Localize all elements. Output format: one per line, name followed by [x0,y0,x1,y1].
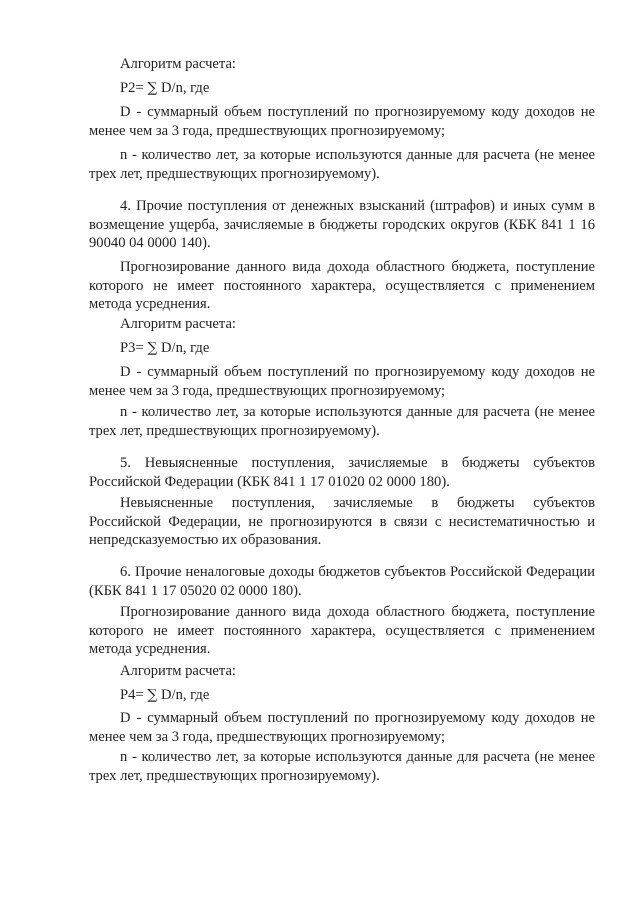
section-5-paragraph: Невыясненные поступления, зачисляемые в бюджеты субъектов Российской Федерации, не прогнозируются в связи с несистематичностью и непредсказуемостью их образования. [89,495,595,548]
formula-lhs: Р3= [120,340,144,356]
definition-d: D - суммарный объем поступлений по прогнозируемому коду доходов не менее чем за 3 года, предшествующих прогнозируемому; [89,104,595,139]
section-4-heading: 4. Прочие поступления от денежных взысканий (штрафов) и иных сумм в возмещение ущерба, зачисляемые в бюджеты городских округов (КБК 841 1 16 90040 04 0000 140). [89,198,595,251]
section-6-paragraph: Прогнозирование данного вида дохода областного бюджета, поступление которого не имеет постоянного характера, осуществляется с применением метода усреднения. [89,604,595,657]
algorithm-heading: Алгоритм расчета: [120,316,236,332]
formula-rhs: D/n, где [160,687,210,703]
definition-n: n - количество лет, за которые используются данные для расчета (не менее трех лет, предшествующих прогнозируемому). [89,147,595,182]
formula-lhs: Р4= [120,687,144,703]
section-5-heading: 5. Невыясненные поступления, зачисляемые в бюджеты субъектов Российской Федерации (КБК 841 1 17 01020 02 0000 180). [89,455,595,490]
formula-lhs: Р2= [120,80,144,96]
algorithm-heading: Алгоритм расчета: [120,663,236,679]
sum-symbol: ∑ [147,687,158,703]
definition-d: D - суммарный объем поступлений по прогнозируемому коду доходов не менее чем за 3 года, предшествующих прогнозируемому; [89,364,595,399]
sum-symbol: ∑ [147,340,158,356]
definition-n: n - количество лет, за которые используются данные для расчета (не менее трех лет, предшествующих прогнозируемому). [89,404,595,439]
section-4-paragraph: Прогнозирование данного вида дохода областного бюджета, поступление которого не имеет постоянного характера, осуществляется с применением метода усреднения. [89,259,595,312]
sum-symbol: ∑ [147,80,158,96]
definition-n: n - количество лет, за которые используются данные для расчета (не менее трех лет, предшествующих прогнозируемому). [89,749,595,784]
algorithm-heading: Алгоритм расчета: [120,56,236,72]
formula-rhs: D/n, где [160,80,210,96]
formula-rhs: D/n, где [160,340,210,356]
formula-p3 [120,339,209,358]
formula-p2 [120,79,209,98]
section-6-heading: 6. Прочие неналоговые доходы бюджетов субъектов Российской Федерации (КБК 841 1 17 05020 02 0000 180). [89,564,595,599]
definition-d: D - суммарный объем поступлений по прогнозируемому коду доходов не менее чем за 3 года, предшествующих прогнозируемому; [89,710,595,745]
formula-p4 [120,686,209,705]
